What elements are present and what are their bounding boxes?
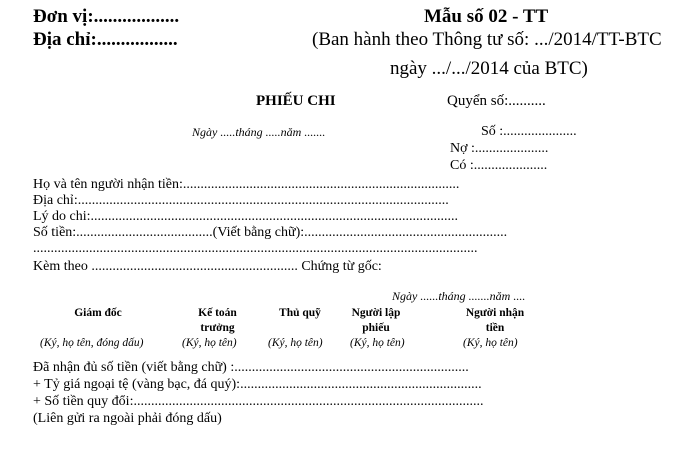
received-amount-field: Đã nhận đủ số tiền (viết bằng chữ) :...................................................................	[33, 360, 469, 375]
book-number: Quyển số:..........	[447, 93, 546, 109]
amount-continuation: ...............................................................................................................................	[33, 241, 478, 256]
voucher-number: Số :.....................	[481, 124, 577, 139]
issued-date: ngày .../.../2014 của BTC)	[390, 58, 588, 79]
form-title: PHIẾU CHI	[256, 93, 336, 109]
signature-title-chief-accountant: Kế toán trưởng	[198, 307, 237, 334]
issued-by: (Ban hành theo Thông tư số: .../2014/TT-BTC	[312, 29, 662, 50]
signature-note-director: (Ký, họ tên, đóng dấu)	[40, 337, 144, 349]
address-label: Địa chỉ:.................	[33, 29, 178, 50]
signature-date-line: Ngày ......tháng .......năm ....	[392, 289, 526, 303]
exchange-rate-field: + Tỷ giá ngoại tệ (vàng bạc, đá quý):.....................................................................	[33, 377, 482, 392]
signature-title-director: Giám đốc	[74, 307, 122, 319]
stamp-note: (Liên gửi ra ngoài phải đóng dấu)	[33, 411, 222, 426]
signature-note-cashier: (Ký, họ tên)	[268, 337, 323, 349]
form-code: Mẫu số 02 - TT	[424, 6, 549, 27]
attached-field: Kèm theo ........................................................... Chứng từ gốc:	[33, 259, 382, 274]
credit-account: Có :.....................	[450, 158, 548, 173]
signature-note-recipient: (Ký, họ tên)	[463, 337, 518, 349]
signature-title-preparer: Người lập phiếu	[351, 307, 401, 334]
signature-note-preparer: (Ký, họ tên)	[350, 337, 405, 349]
debit-account: Nợ :.....................	[450, 141, 549, 156]
recipient-field: Họ và tên người nhận tiền:...............................................................................	[33, 177, 460, 192]
converted-amount-field: + Số tiền quy đổi:....................................................................................................	[33, 394, 484, 409]
signature-title-cashier: Thủ quỹ	[279, 307, 321, 319]
signature-note-chief-accountant: (Ký, họ tên)	[182, 337, 237, 349]
date-line: Ngày .....tháng .....năm .......	[192, 125, 326, 139]
reason-field: Lý do chi:.........................................................................................................	[33, 209, 459, 224]
unit-label: Đơn vị:..................	[33, 6, 180, 27]
signature-title-recipient: Người nhận tiền	[465, 307, 525, 334]
address-field: Địa chỉ:..........................................................................................................	[33, 193, 449, 208]
amount-field: Số tiền:.......................................(Viết bằng chữ):..........................................................	[33, 225, 508, 240]
